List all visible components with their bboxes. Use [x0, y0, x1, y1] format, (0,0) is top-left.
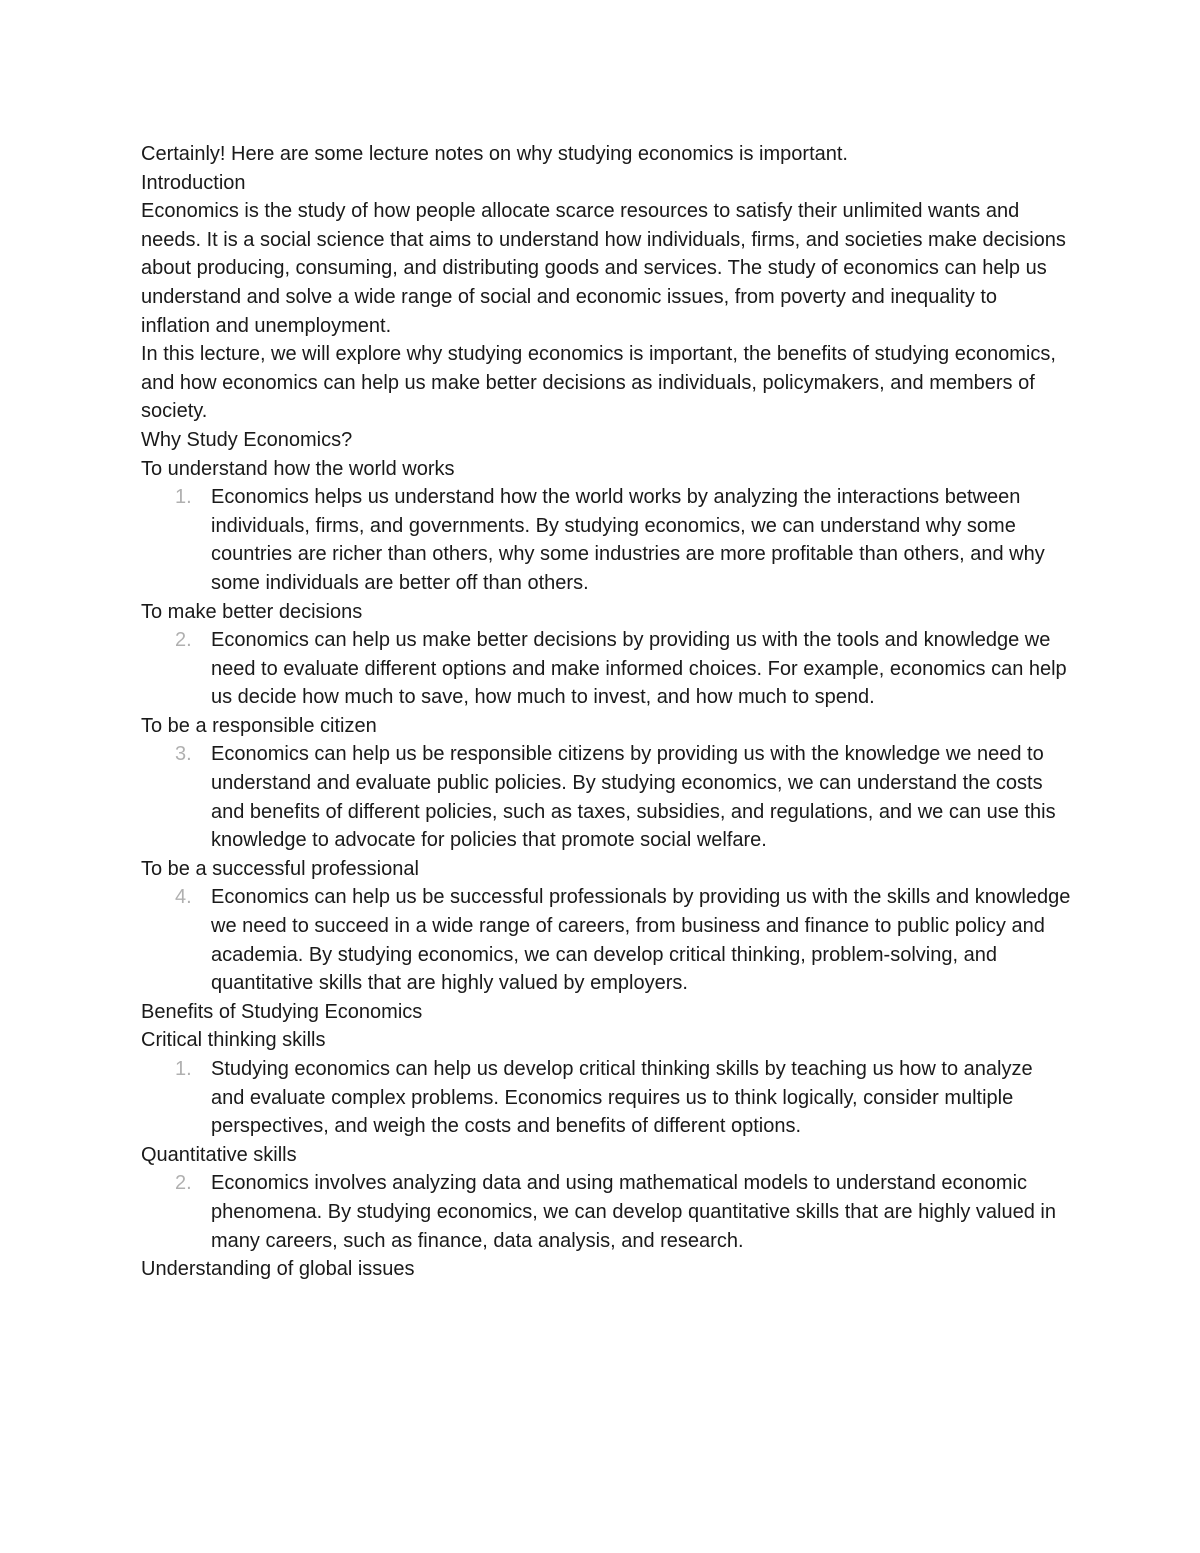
list-item-text: Economics involves analyzing data and using mathematical models to understand economic phenomena. By studying economics, we can develop quantitative skills that are highly valued in many careers, such as finance, data analysis, and research. — [211, 1172, 1056, 1252]
introduction-heading: Introduction — [141, 171, 246, 194]
list-item-text: Economics can help us be successful professionals by providing us with the skills and knowledge we need to succeed in a wide range of careers, from business and finance to public policy and academia. By studying economics, we can develop critical thinking, problem-solving, and quantitative skills that are highly valued by employers. — [211, 886, 1071, 995]
list-item-text: Economics can help us be responsible citizens by providing us with the knowledge we need to understand and evaluate public policies. By studying economics, we can understand the costs and benefits of different policies, such as taxes, subsidies, and regulations, and we can use this knowledge to advocate for policies that promote social welfare. — [211, 743, 1056, 852]
section-heading: To make better decisions — [141, 600, 363, 623]
list-item-text: Economics helps us understand how the world works by analyzing the interactions between individuals, firms, and governments. By studying economics, we can understand why some countries are richer than others, why some industries are more profitable than others, and why some individuals are better off than others. — [211, 486, 1045, 594]
section-heading: Understanding of global issues — [141, 1258, 415, 1281]
section-heading: To understand how the world works — [141, 457, 455, 480]
why-study-heading: Why Study Economics? — [141, 428, 353, 451]
section-heading: To be a responsible citizen — [141, 714, 377, 737]
list-item — [141, 1055, 1071, 1141]
list-number: 1. — [175, 1058, 192, 1080]
section-heading: Quantitative skills — [141, 1143, 297, 1166]
introduction-paragraph: Economics is the study of how people allocate scarce resources to satisfy their unlimited wants and needs. It is a social science that aims to understand how individuals, firms, and societies make decisions about producing, consuming, and distributing goods and services. The study of economics can help us understand and solve a wide range of social and economic issues, from poverty and inequality to inflation and unemployment. — [141, 200, 1066, 337]
list-item-text: Economics can help us make better decisions by providing us with the tools and knowledge we need to evaluate different options and make informed choices. For example, economics can help us decide how much to save, how much to invest, and how much to spend. — [211, 629, 1067, 709]
list-number: 2. — [175, 629, 192, 652]
list-item-text: Studying economics can help us develop critical thinking skills by teaching us how to analyze and evaluate complex problems. Economics requires us to think logically, consider multiple perspectives, and weigh the costs and benefits of different options. — [211, 1058, 1033, 1138]
section-heading: Critical thinking skills — [141, 1029, 326, 1052]
list-item — [141, 483, 1071, 597]
list-number: 3. — [175, 743, 192, 766]
benefits-heading: Benefits of Studying Economics — [141, 1000, 423, 1023]
list-number: 2. — [175, 1172, 192, 1195]
list-number: 1. — [175, 486, 192, 509]
document-body — [141, 140, 1071, 1284]
section-heading: To be a successful professional — [141, 857, 419, 880]
list-number: 4. — [175, 886, 192, 909]
list-item — [141, 626, 1071, 712]
lecture-overview-paragraph: In this lecture, we will explore why studying economics is important, the benefits of studying economics, and how economics can help us make better decisions as individuals, policymakers, and members of society. — [141, 343, 1056, 423]
intro-line: Certainly! Here are some lecture notes on why studying economics is important. — [141, 143, 848, 165]
list-item — [141, 1169, 1071, 1255]
list-item — [141, 883, 1071, 997]
list-item — [141, 740, 1071, 854]
